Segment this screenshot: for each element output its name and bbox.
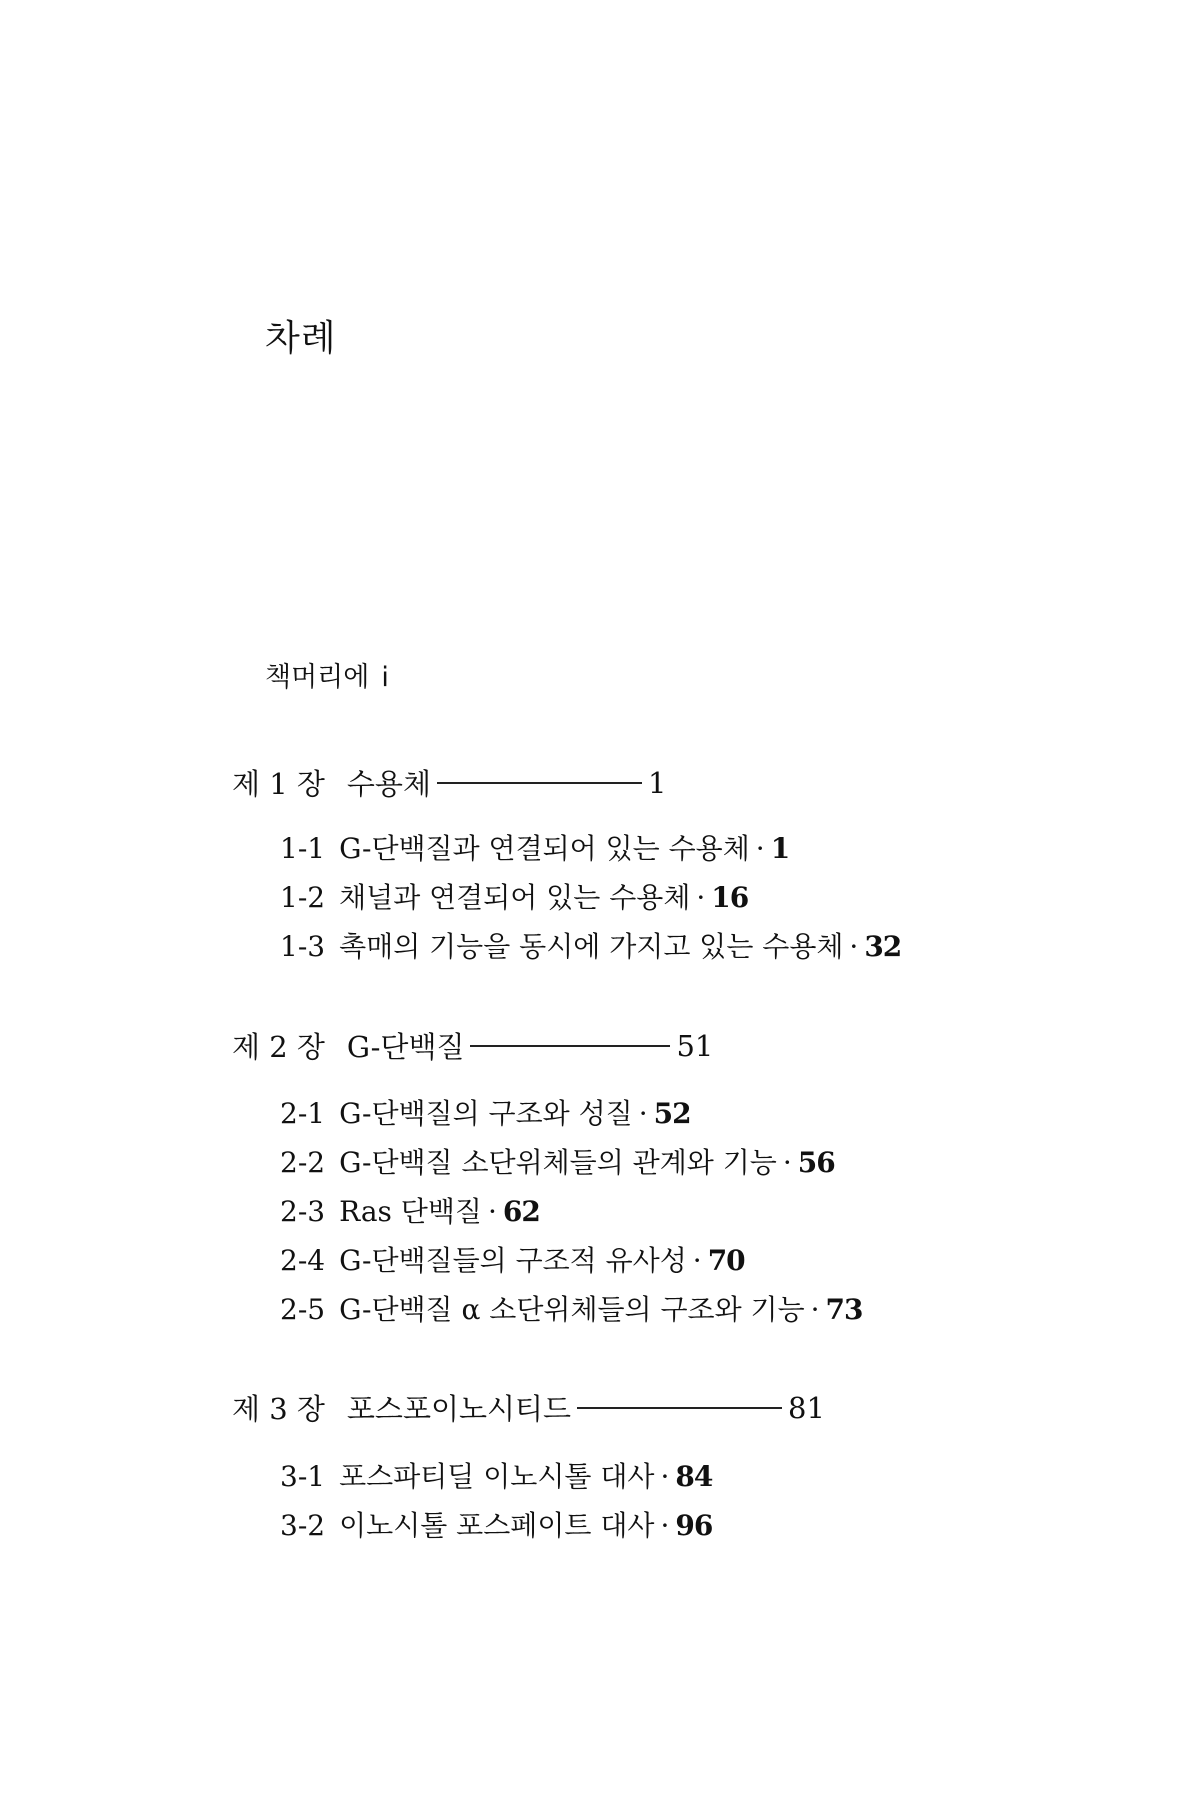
section-number: 1-1 [280,832,326,865]
separator-dot: · [638,1097,648,1130]
section-number: 2-4 [280,1244,326,1277]
toc-section [280,827,789,867]
separator-dot: · [660,1460,670,1493]
separator-dot: · [692,1244,702,1277]
section-title: 채널과 연결되어 있는 수용체 [339,881,691,914]
separator-dot: · [810,1293,820,1326]
chapter-title: G-단백질 [346,1030,465,1064]
section-number: 2-1 [280,1097,326,1130]
separator-dot: · [660,1509,670,1542]
toc-section [280,1288,863,1328]
leader-line [470,1045,670,1047]
chapter-page-number: 81 [788,1390,825,1425]
section-number: 2-2 [280,1146,326,1179]
separator-dot: · [487,1195,497,1228]
section-title: G-단백질과 연결되어 있는 수용체 [339,832,750,865]
section-page-number: 16 [711,881,749,914]
toc-section [280,925,901,965]
toc-entry-preface [265,655,389,694]
section-number: 3-1 [280,1460,326,1493]
chapter-number: 제 1 장 [232,767,325,801]
toc-section [280,1239,745,1279]
section-title: G-단백질 소단위체들의 관계와 기능 [339,1146,777,1179]
toc-section [280,1092,691,1132]
section-title: 포스파티딜 이노시톨 대사 [339,1460,655,1493]
section-title: G-단백질들의 구조적 유사성 [339,1244,687,1277]
chapter-page-number: 51 [676,1028,714,1063]
chapter-number: 제 3 장 [232,1392,325,1426]
toc-chapter-1 [232,762,666,803]
section-number: 1-2 [280,881,326,914]
section-number: 1-3 [280,930,326,963]
leader-line [577,1407,782,1409]
section-page-number: 32 [864,930,902,963]
toc-section [280,1190,540,1230]
section-title: 이노시톨 포스페이트 대사 [339,1509,655,1542]
chapter-title: 수용체 [346,767,431,801]
page-title: 차례 [265,318,337,359]
section-number: 3-2 [280,1509,326,1542]
section-title: G-단백질 α 소단위체들의 구조와 기능 [339,1293,805,1326]
toc-section [280,876,748,916]
toc-section [280,1504,712,1544]
preface-page-number: i [381,662,389,693]
section-title: G-단백질의 구조와 성질 [339,1097,633,1130]
section-page-number: 73 [825,1293,863,1326]
leader-line [437,782,642,784]
section-page-number: 70 [707,1244,745,1277]
section-page-number: 84 [675,1460,713,1493]
toc-chapter-3 [232,1387,825,1428]
section-page-number: 96 [675,1509,713,1542]
separator-dot: · [782,1146,792,1179]
section-page-number: 52 [653,1097,691,1130]
section-title: 촉매의 기능을 동시에 가지고 있는 수용체 [339,930,844,963]
section-number: 2-3 [280,1195,326,1228]
section-title: Ras 단백질 [339,1195,482,1228]
section-page-number: 1 [770,832,790,865]
toc-section [280,1455,712,1495]
separator-dot: · [696,881,706,914]
section-number: 2-5 [280,1293,326,1326]
preface-label: 책머리에 [265,662,370,693]
separator-dot: · [849,930,859,963]
toc-section [280,1141,835,1181]
section-page-number: 62 [502,1195,540,1228]
section-page-number: 56 [797,1146,835,1179]
chapter-page-number: 1 [647,765,667,800]
toc-chapter-2 [232,1025,713,1066]
separator-dot: · [755,832,765,865]
chapter-title: 포스포이노시티드 [346,1392,572,1426]
chapter-number: 제 2 장 [232,1030,325,1064]
